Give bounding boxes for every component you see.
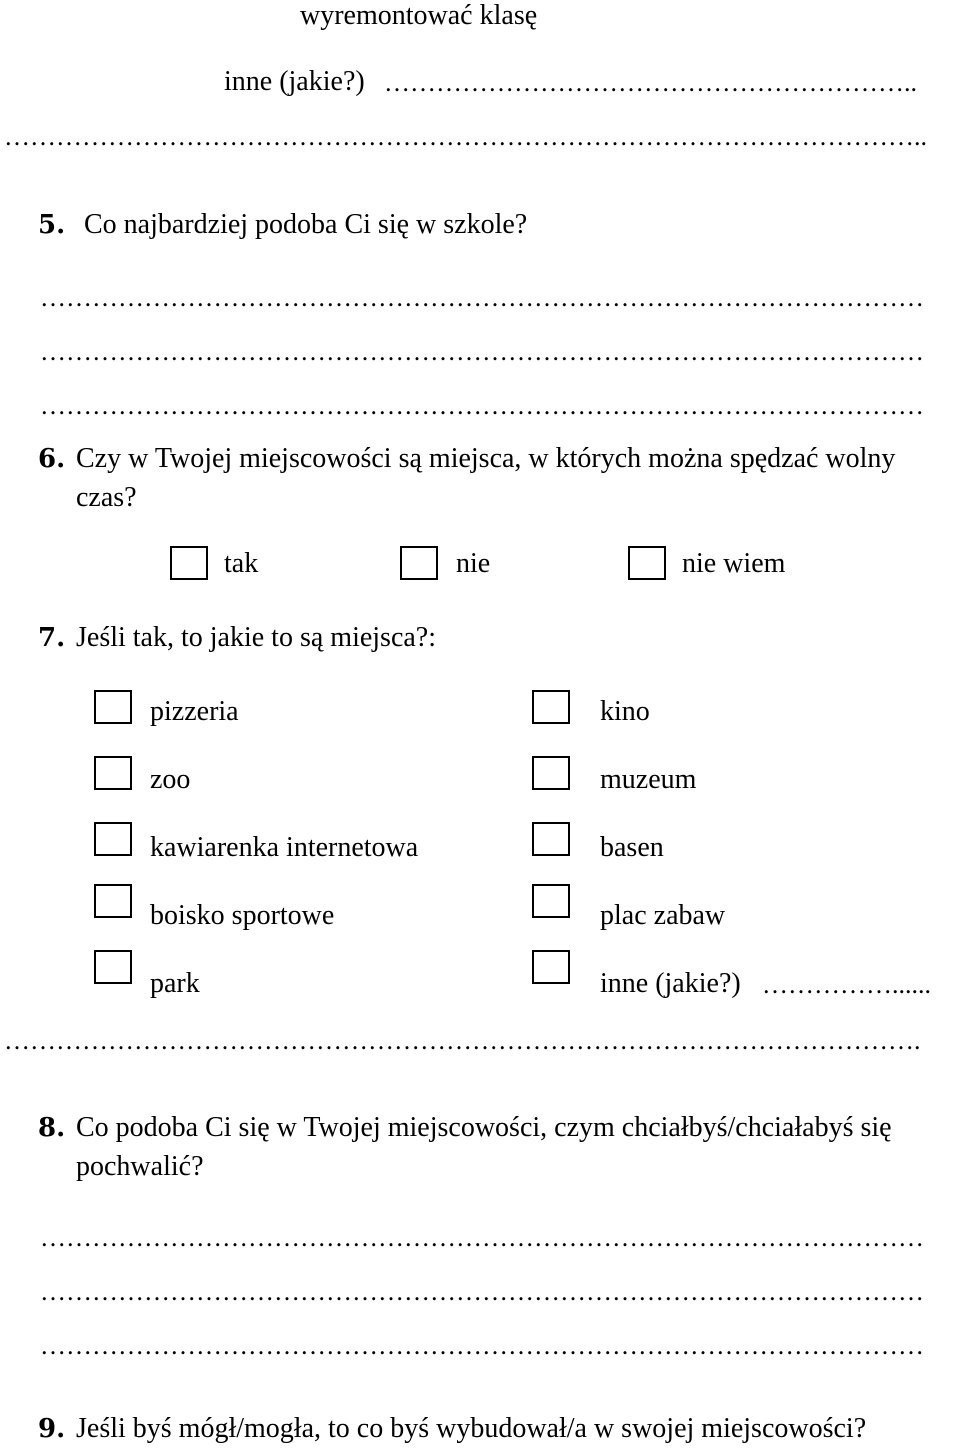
- option-label: park: [150, 968, 200, 999]
- option-label: inne (jakie?): [600, 968, 741, 999]
- other-label: inne (jakie?): [224, 66, 365, 97]
- checkbox-park[interactable]: [94, 950, 132, 984]
- checkbox-kawiarenka[interactable]: [94, 822, 132, 856]
- checkbox-pizzeria[interactable]: [94, 690, 132, 724]
- option-label: basen: [600, 832, 664, 863]
- other-answer-dots[interactable]: ……………......: [762, 972, 931, 998]
- option-label: nie wiem: [682, 548, 786, 579]
- question-number: 8.: [38, 1113, 66, 1143]
- answer-line[interactable]: …………………………………………………………………………………………: [40, 393, 924, 419]
- question-7-text: Jeśli tak, to jakie to są miejsca?:: [76, 622, 437, 653]
- option-label: plac zabaw: [600, 900, 726, 931]
- question-5-text: Co najbardziej podoba Ci się w szkole?: [84, 209, 528, 240]
- checkbox-inne[interactable]: [532, 950, 570, 984]
- question-number: 9.: [38, 1414, 66, 1444]
- checkbox-kino[interactable]: [532, 690, 570, 724]
- option-label: kawiarenka internetowa: [150, 832, 419, 863]
- checkbox-nie[interactable]: [400, 546, 438, 580]
- question-9-text: Jeśli byś mógł/mogła, to co byś wybudował/a w swojej miejscowości?: [76, 1413, 867, 1444]
- option-label: muzeum: [600, 764, 697, 795]
- answer-line[interactable]: …………………………………………………………………………………………: [40, 1225, 924, 1251]
- other-answer-dots[interactable]: ……………………………………………………..: [384, 70, 917, 96]
- other-answer-line[interactable]: ……………………………………………………………………………………………..: [4, 124, 927, 150]
- option-label: zoo: [150, 764, 191, 795]
- option-label: tak: [224, 548, 259, 579]
- question-number: 6.: [38, 444, 66, 474]
- checkbox-muzeum[interactable]: [532, 756, 570, 790]
- question-8-text: Co podoba Ci się w Twojej miejscowości, czym chciałbyś/chciałabyś się: [76, 1112, 892, 1143]
- question-6-text-cont: czas?: [76, 482, 137, 513]
- option-label: boisko sportowe: [150, 900, 335, 931]
- question-8-text-cont: pochwalić?: [76, 1151, 204, 1182]
- other-answer-line[interactable]: …………………………………………………………………………………………….: [4, 1028, 921, 1054]
- option-label: kino: [600, 696, 650, 727]
- checkbox-basen[interactable]: [532, 822, 570, 856]
- answer-line[interactable]: …………………………………………………………………………………………: [40, 1333, 924, 1359]
- checkbox-tak[interactable]: [170, 546, 208, 580]
- answer-line[interactable]: …………………………………………………………………………………………: [40, 1279, 924, 1305]
- checkbox-zoo[interactable]: [94, 756, 132, 790]
- option-text-wyremontowac: wyremontować klasę: [300, 0, 538, 31]
- option-label: nie: [456, 548, 491, 579]
- question-number: 7.: [38, 623, 66, 653]
- checkbox-plac-zabaw[interactable]: [532, 884, 570, 918]
- answer-line[interactable]: …………………………………………………………………………………………: [40, 339, 924, 365]
- answer-line[interactable]: …………………………………………………………………………………………: [40, 285, 924, 311]
- question-number: 5.: [38, 210, 66, 240]
- question-6-text: Czy w Twojej miejscowości są miejsca, w których można spędzać wolny: [76, 443, 896, 474]
- checkbox-boisko[interactable]: [94, 884, 132, 918]
- checkbox-nie-wiem[interactable]: [628, 546, 666, 580]
- option-label: pizzeria: [150, 696, 239, 727]
